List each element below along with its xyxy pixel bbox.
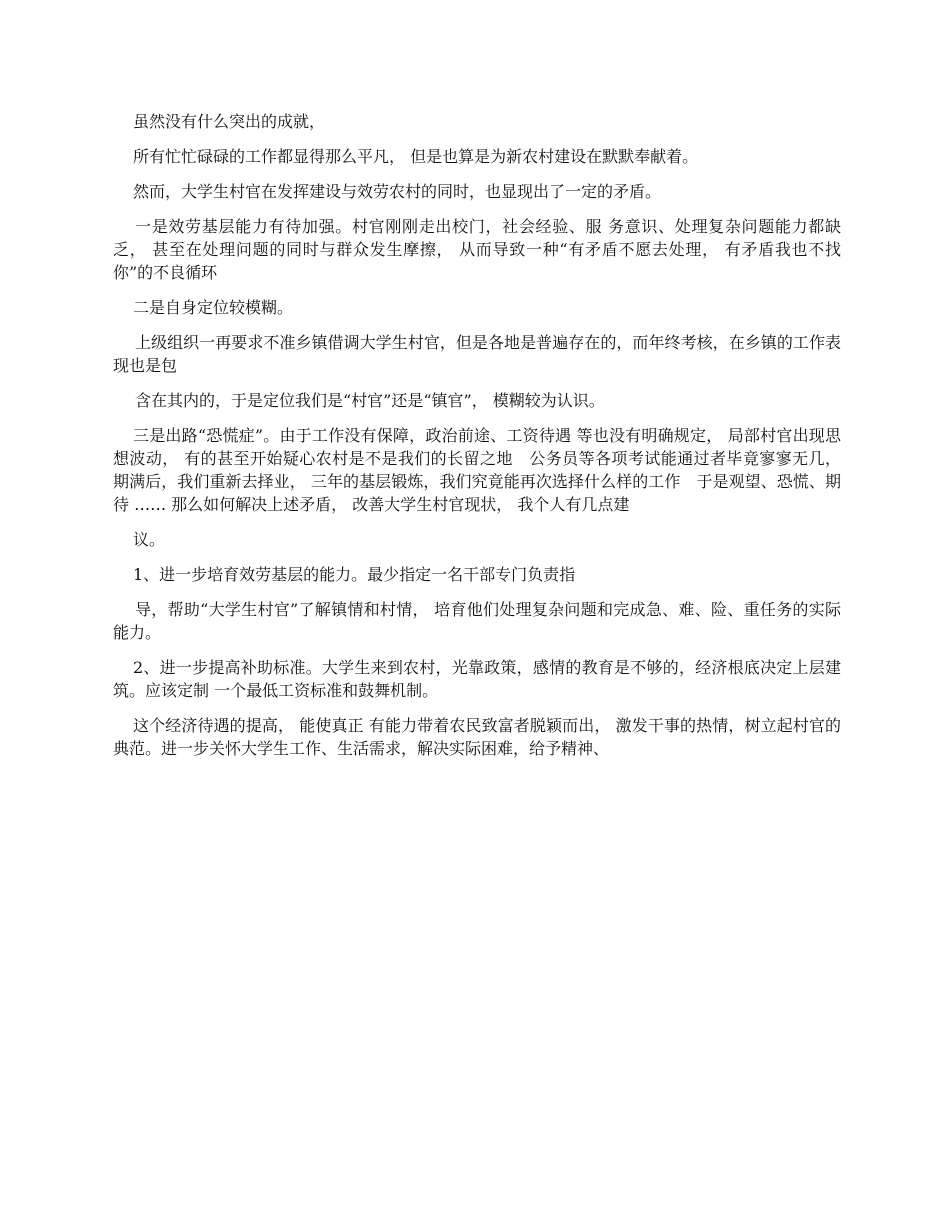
paragraph-3: 然而，大学生村官在发挥建设与效劳农村的同时，也显现出了一定的矛盾。: [133, 182, 662, 201]
paragraph-11: 导，帮助“大学生村官”了解镇情和村情， 培育他们处理复杂问题和完成急、难、险、重任务的实际能力。: [113, 600, 841, 642]
paragraph-6: 上级组织一再要求不准乡镇借调大学生村官，但是各地是普遍存在的，而年终考核，在乡镇的工作表现也是包: [113, 333, 841, 375]
document-body: [113, 110, 841, 772]
paragraph-5: 二是自身定位较模糊。: [133, 298, 294, 317]
paragraph-10: 1、进一步培育效劳基层的能力。最少指定一名干部专门负责指: [133, 565, 576, 584]
paragraph-2: 所有忙忙碌碌的工作都显得那么平凡， 但是也算是为新农村建设在默默奉献着。: [133, 147, 699, 166]
paragraph-8: 三是出路“恐慌症”。由于工作没有保障，政治前途、工资待遇 等也没有明确规定， 局部村官出现思想波动， 有的甚至开始疑心农村是不是我们的长留之地 公务员等各项考试能通过者毕竟寥寥无几， 期满后，我们重新去择业， 三年的基层锻炼，我们究竟能再次选择什么样的工作 于是观望、恐慌、期待 …… 那么如何解决上述矛盾， 改善大学生村官现状， 我个人有几点建: [113, 426, 841, 514]
paragraph-12: 2、进一步提高补助标准。大学生来到农村，光靠政策，感情的教育是不够的，经济根底决定上层建筑。应该定制 一个最低工资标准和鼓舞机制。: [113, 658, 841, 700]
paragraph-13: 这个经济待遇的提高， 能使真正 有能力带着农民致富者脱颖而出， 激发干事的热情，树立起村官的典范。进一步关怀大学生工作、生活需求，解决实际困难，给予精神、: [113, 716, 841, 758]
paragraph-1: 虽然没有什么突出的成就，: [133, 112, 326, 131]
paragraph-4: 一是效劳基层能力有待加强。村官刚刚走出校门，社会经验、服 务意识、处理复杂问题能力都缺乏， 甚至在处理问题的同时与群众发生摩擦， 从而导致一种“有矛盾不愿去处理， 有矛盾我也不找你”的不良循环: [113, 217, 841, 282]
paragraph-9: 议。: [133, 530, 166, 549]
paragraph-7: 含在其内的，于是定位我们是“村官”还是“镇官”， 模糊较为认识。: [135, 391, 605, 410]
